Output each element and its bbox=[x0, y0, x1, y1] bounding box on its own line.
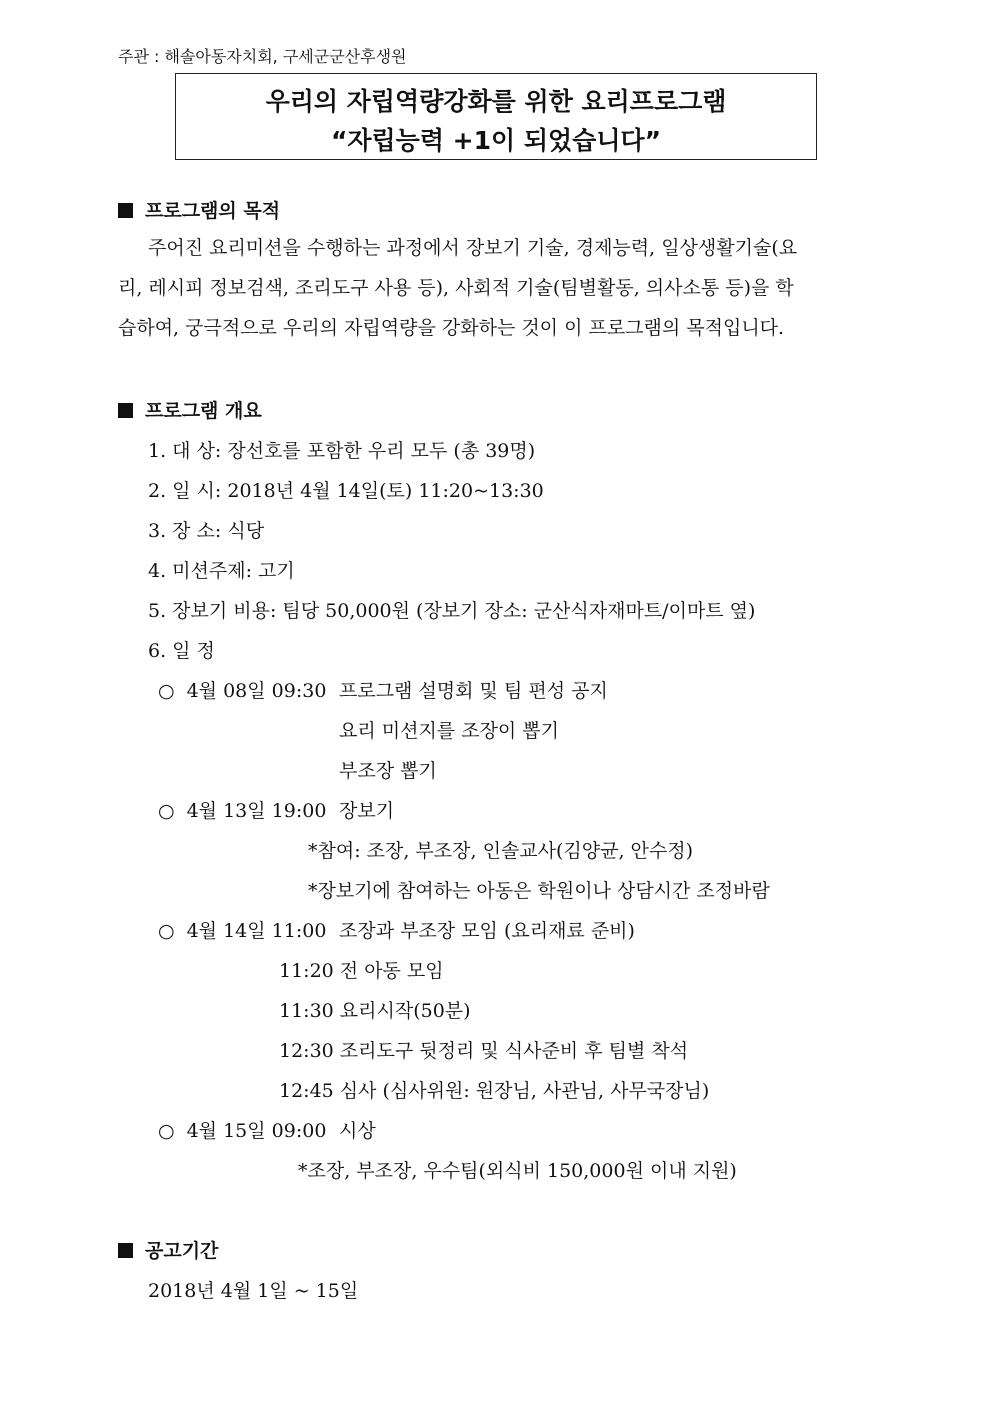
overview-item-place: 3. 장 소: 식당 bbox=[148, 520, 265, 542]
schedule-day3-line: 11:20 전 아동 모임 bbox=[279, 960, 444, 982]
title-line-1: 우리의 자립역량강화를 위한 요리프로그램 bbox=[265, 87, 727, 116]
schedule-day2-note: *참여: 조장, 부조장, 인솔교사(김양균, 안수정) bbox=[308, 840, 694, 862]
host-organization: 주관 : 해솔아동자치회, 구세군군산후생원 bbox=[118, 47, 407, 66]
circle-bullet-icon: ○ bbox=[158, 680, 175, 702]
square-bullet-icon bbox=[118, 1243, 133, 1258]
schedule-day1-line: 요리 미션지를 조장이 뽑기 bbox=[339, 720, 560, 742]
circle-bullet-icon: ○ bbox=[158, 1120, 175, 1142]
circle-bullet-icon: ○ bbox=[158, 920, 175, 942]
overview-heading: 프로그램 개요 bbox=[118, 396, 262, 423]
schedule-day3-line: 11:30 요리시작(50분) bbox=[279, 1000, 471, 1022]
schedule-day3-line: 12:30 조리도구 뒷정리 및 식사준비 후 팀별 착석 bbox=[279, 1040, 689, 1062]
schedule-date: 4월 08일 09:30 bbox=[186, 680, 327, 702]
schedule-day4-note: *조장, 부조장, 우수팀(외식비 150,000원 이내 지원) bbox=[298, 1160, 737, 1182]
schedule-date: 4월 13일 19:00 bbox=[186, 800, 327, 822]
purpose-paragraph bbox=[118, 228, 878, 348]
schedule-day2-note: *장보기에 참여하는 아동은 학원이나 상담시간 조정바람 bbox=[308, 880, 770, 902]
schedule-date: 4월 15일 09:00 bbox=[186, 1120, 327, 1142]
circle-bullet-icon: ○ bbox=[158, 800, 175, 822]
schedule-day3-title: 조장과 부조장 모임 (요리재료 준비) bbox=[339, 920, 635, 942]
overview-item-schedule: 6. 일 정 bbox=[148, 640, 215, 662]
schedule-day3 bbox=[158, 916, 326, 943]
period-value: 2018년 4월 1일 ~ 15일 bbox=[148, 1280, 359, 1302]
schedule-day2 bbox=[158, 796, 326, 823]
overview-item-datetime: 2. 일 시: 2018년 4월 14일(토) 11:20~13:30 bbox=[148, 480, 544, 502]
schedule-day1 bbox=[158, 676, 326, 703]
schedule-day1-line: 부조장 뽑기 bbox=[339, 760, 437, 782]
schedule-date: 4월 14일 11:00 bbox=[186, 920, 327, 942]
period-heading: 공고기간 bbox=[118, 1236, 218, 1263]
schedule-day4-title: 시상 bbox=[339, 1120, 376, 1142]
overview-item-cost: 5. 장보기 비용: 팀당 50,000원 (장보기 장소: 군산식자재마트/이마트 옆) bbox=[148, 600, 756, 622]
schedule-day1-line: 프로그램 설명회 및 팀 편성 공지 bbox=[339, 680, 608, 702]
purpose-heading: 프로그램의 목적 bbox=[118, 196, 280, 223]
overview-item-target: 1. 대 상: 장선호를 포함한 우리 모두 (총 39명) bbox=[148, 440, 536, 462]
title-box bbox=[175, 73, 817, 160]
purpose-line: 주어진 요리미션을 수행하는 과정에서 장보기 기술, 경제능력, 일상생활기술(요 bbox=[148, 237, 798, 259]
overview-item-theme: 4. 미션주제: 고기 bbox=[148, 560, 295, 582]
schedule-day3-line: 12:45 심사 (심사위원: 원장님, 사관님, 사무국장님) bbox=[279, 1080, 710, 1102]
schedule-day2-title: 장보기 bbox=[339, 800, 395, 822]
square-bullet-icon bbox=[118, 203, 133, 218]
purpose-line: 습하여, 궁극적으로 우리의 자립역량을 강화하는 것이 이 프로그램의 목적입니다. bbox=[118, 317, 785, 339]
schedule-day4 bbox=[158, 1116, 326, 1143]
square-bullet-icon bbox=[118, 403, 133, 418]
purpose-line: 리, 레시피 정보검색, 조리도구 사용 등), 사회적 기술(팀별활동, 의사소통 등)을 학 bbox=[118, 277, 794, 299]
title-line-2: “자립능력 +1이 되었습니다” bbox=[330, 126, 662, 155]
